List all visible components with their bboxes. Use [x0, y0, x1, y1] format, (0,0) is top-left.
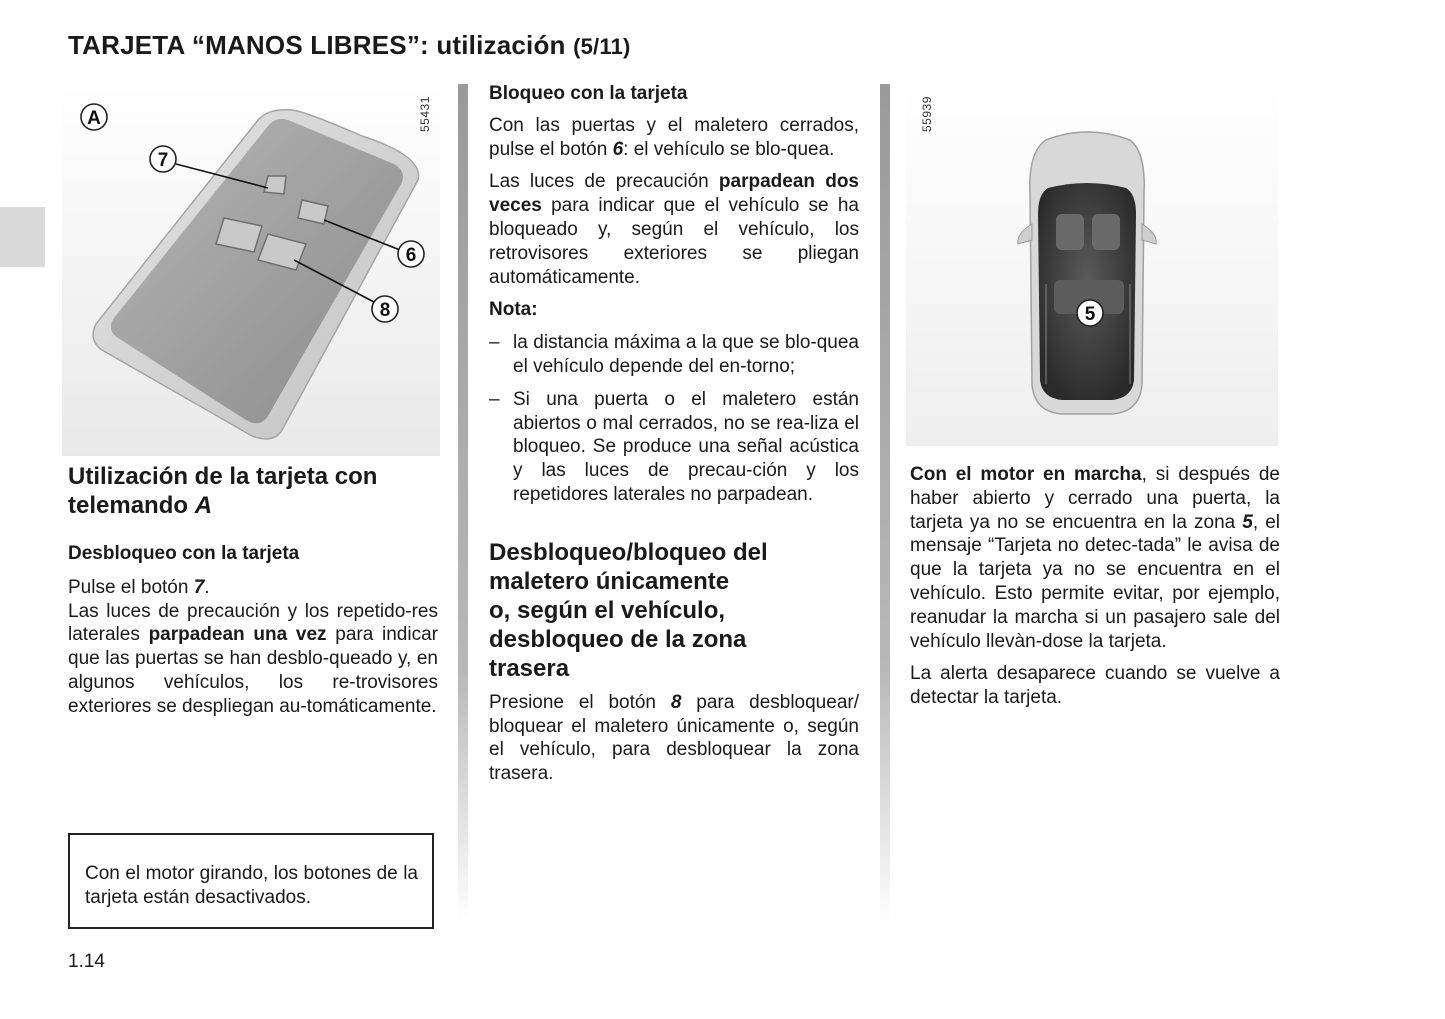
- section-heading-line2: telemando: [68, 492, 195, 519]
- chapter-tab: [0, 207, 45, 267]
- card-illustration: [62, 84, 440, 456]
- engine-pre: , si después de haber abierto y cerrado una puerta, la tarjeta ya no se encuentra en la zona: [910, 464, 1280, 533]
- trunk-pre: Presione el botón: [489, 691, 671, 713]
- section-heading-em: A: [194, 492, 213, 519]
- engine-bold: Con el motor en marcha: [910, 464, 1142, 485]
- trunk-heading-line3: o, según el vehículo,: [489, 596, 726, 624]
- callout-7-text: 7: [157, 150, 169, 171]
- page-number: 1.14: [68, 951, 105, 972]
- trunk-num: 8: [670, 691, 682, 713]
- note-item: – la distancia máxima a la que se blo-quea el vehículo depende del en-torno;: [489, 331, 859, 379]
- note-item: – Si una puerta o el maletero están abiertos o mal cerrados, no se rea-liza el bloqueo. Se produce una señal acústica y las luces de precau-ción y los repetidores laterales no parpadean.: [489, 388, 859, 507]
- paragraph-trunk: [489, 691, 859, 786]
- flash-post: para indicar que el vehículo se ha bloqueado y, según el vehículo, los retrovisores exteriores se pliegan automáticamente.: [489, 195, 859, 288]
- paragraph-press: [68, 576, 438, 600]
- page-title: [68, 30, 631, 61]
- trunk-post: para desbloquear/ bloquear el maletero únicamente o, según el vehículo, para desbloquear la zona trasera.: [489, 691, 859, 785]
- nota-label: Nota:: [489, 299, 538, 321]
- paragraph-alert: La alerta desaparece cuando se vuelve a detectar la tarjeta.: [910, 663, 1280, 709]
- lock-post: : el vehículo se blo-quea.: [623, 138, 835, 160]
- trunk-heading-line1: Desbloqueo/bloqueo del: [489, 538, 768, 566]
- paragraph-lock: [489, 114, 859, 162]
- section-heading-card: [68, 462, 438, 520]
- trunk-heading-line4: desbloqueo de la zona: [489, 625, 747, 653]
- press-post: .: [204, 576, 210, 598]
- lock-pre: Con las puertas y el maletero cerrados, pulse el botón: [489, 114, 859, 160]
- page-title-text: TARJETA “MANOS LIBRES”: utilización: [68, 30, 566, 60]
- subheading-unlock: Desbloqueo con la tarjeta: [68, 543, 300, 564]
- callout-8-text: 8: [379, 300, 391, 321]
- note-box-text: Con el motor girando, los botones de la tarjeta están desactivados.: [85, 863, 418, 908]
- note-box: [68, 833, 434, 929]
- column-2: [489, 82, 859, 795]
- lock-num: 6: [612, 138, 624, 160]
- figure-ref-right: 55939: [920, 96, 934, 132]
- figure-label-a-text: A: [87, 108, 101, 129]
- engine-post: , el mensaje “Tarjeta no detec-tada” le avisa de que la tarjeta ya no se encuentra en el vehículo. Esto permite evitar, por ejemplo, reanudar la marcha si un pasajero sale del vehículo llevàn-dose la tarjeta.: [910, 511, 1280, 652]
- callout-6-text: 6: [405, 245, 417, 266]
- subheading-lock: Bloqueo con la tarjeta: [489, 83, 688, 104]
- flash-pre: Las luces de precaución: [489, 171, 719, 193]
- figure-ref-left: 55431: [418, 96, 432, 132]
- trunk-heading-line5: trasera: [489, 654, 570, 682]
- car-illustration: [906, 84, 1278, 446]
- column-1: [68, 462, 438, 728]
- lights-pre: Las luces de precaución y los repetido-res laterales: [68, 600, 438, 646]
- lights-post: para indicar que las puertas se han desblo-queado y, en algunos vehículos, los re-trovisores exteriores se despliegan au-tomáticamente.: [68, 624, 438, 717]
- card-figure: [62, 84, 440, 456]
- column-3: [910, 463, 1280, 719]
- section-heading-trunk: [489, 538, 859, 683]
- paragraph-engine: [910, 463, 1280, 653]
- paragraph-flash: [489, 170, 859, 289]
- flash-bold: parpadean dos veces: [489, 171, 859, 217]
- column-divider-2: [880, 84, 890, 922]
- paragraph-lights: [68, 600, 438, 719]
- section-heading-line1: Utilización de la tarjeta con: [68, 463, 378, 490]
- page-fraction: (5/11): [573, 34, 631, 59]
- note-list: [489, 331, 859, 507]
- press-pre: Pulse el botón: [68, 576, 194, 598]
- callout-5-text: 5: [1084, 304, 1096, 325]
- column-divider-1: [458, 84, 468, 922]
- engine-num: 5: [1242, 511, 1253, 533]
- lights-bold: parpadean una vez: [148, 624, 327, 646]
- trunk-heading-line2: maletero únicamente: [489, 567, 730, 595]
- press-num: 7: [193, 576, 205, 598]
- car-figure: [906, 84, 1278, 446]
